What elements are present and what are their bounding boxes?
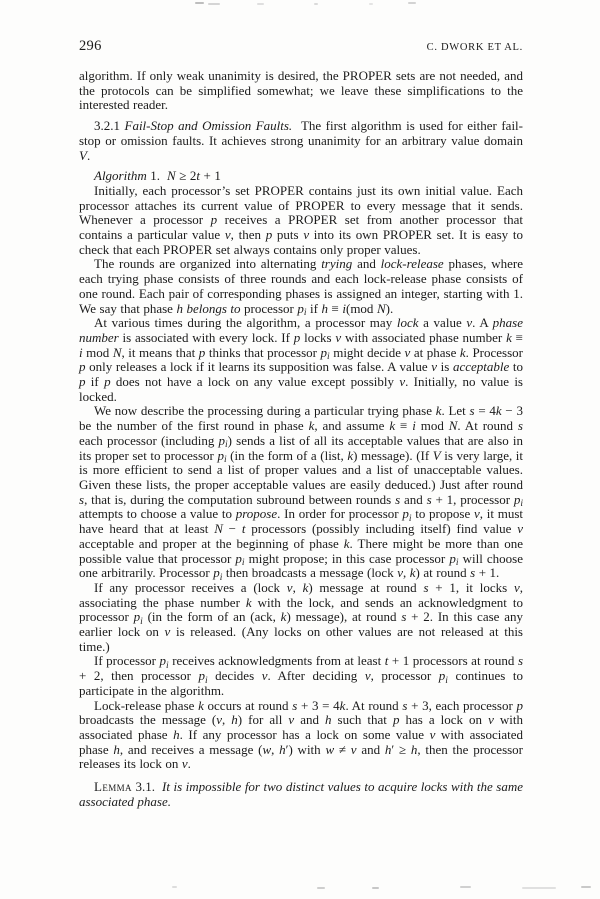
algorithm-1-heading: Algorithm 1. N ≥ 2t + 1 (94, 168, 221, 184)
scan-artifact-mark (195, 2, 204, 4)
scan-artifact-mark (581, 886, 591, 888)
scan-artifact-mark (314, 3, 318, 5)
scan-artifact-mark (408, 2, 416, 4)
scan-artifact-mark (460, 886, 471, 888)
scan-artifact-mark (369, 3, 373, 5)
scan-artifact-mark (317, 887, 325, 889)
article-body (79, 69, 523, 809)
paragraph-locks: At various times during the algorithm, a processor may lock a value v. A phase number is associated with every lock. If p locks v with associated phase number k ≡ i mod N, it means that p thinks that processor pi might decide v at phase k. Processor p only releases a lock if it learns its supposition was false. A value v is acceptable to p if p does not have a lock on any value except possibly v. Initially, no value is locked. (79, 315, 524, 404)
paragraph-lock-message: If any processor receives a (lock v, k) message at round s + 1, it locks v, associating the phase number k with the lock, and sends an acknowledgment to processor pi (in the form of an (ack, k) message), at round s + 2. In this case any earlier lock on v is released. (Any locks on other values are not released at this time.) (79, 579, 524, 654)
page-header (79, 38, 523, 55)
scan-artifact-mark (257, 3, 264, 5)
lemma-3-1: Lemma 3.1. It is impossible for two distinct values to acquire locks with the same associated phase. (79, 779, 523, 809)
scan-artifact-mark (372, 887, 379, 889)
running-head: C. DWORK ET AL. (426, 42, 523, 53)
section-heading-3-2-1: 3.2.1 Fail-Stop and Omission Faults. The first algorithm is used for either fail-stop or omission faults. It achieves strong unanimity for an arbitrary value domain V. (79, 118, 523, 163)
paragraph-trying-phase: We now describe the processing during a particular trying phase k. Let s = 4k − 3 be the number of the first round in phase k, and assume k ≡ i mod N. At round s each processor (including pi) sends a list of all its acceptable values that are also in its proper set to processor pi (in the form of a (list, k) message). (If V is very large, it is more efficient to send a list of proper values and a list of unacceptable values. Given these lists, the proper acceptable values are easily deduced.) Just after round s, that is, during the computation subround between rounds s and s + 1, processor pi attempts to choose a value to propose. In order for processor pi to propose v, it must have heard that at least N − t processors (possibly including itself) find value v acceptable and proper at the beginning of phase k. There might be more than one possible value that processor pi might propose; in this case processor pi will choose one arbitrarily. Processor pi then broadcasts a message (lock v, k) at round s + 1. (79, 403, 524, 583)
paragraph-decide: If processor pi receives acknowledgments from at least t + 1 processors at round s + 2, then processor pi decides v. After deciding v, processor pi continues to participate in the algorithm. (79, 653, 524, 698)
scan-artifact-mark (208, 3, 220, 5)
paragraph-rounds-phases: The rounds are organized into alternating trying and lock-release phases, where each trying phase consists of three rounds and each lock-release phase consists of one round. Each pair of corresponding phases is assigned an integer, starting with 1. We say that phase h belongs to processor pi if h ≡ i(mod N). (79, 256, 523, 319)
paragraph-continuation: algorithm. If only weak unanimity is desired, the PROPER sets are not needed, and the protocols can be simplified somewhat; we leave these simplifications to the interested reader. (79, 68, 523, 113)
paragraph-proper-sets: Initially, each processor’s set PROPER contains just its own initial value. Each processor attaches its current value of PROPER to every message that it sends. Whenever a processor p receives a PROPER set from another processor that contains a particular value v, then p puts v into its own PROPER set. It is easy to check that each PROPER set always contains only proper values. (79, 182, 523, 257)
page-number: 296 (79, 38, 102, 54)
scan-artifact-mark (172, 886, 177, 888)
scan-artifact-mark (522, 887, 556, 889)
paragraph-lock-release: Lock-release phase k occurs at round s + 3 = 4k. At round s + 3, each processor p broadcasts the message (v, h) for all v and h such that p has a lock on v with associated phase h. If any processor has a lock on some value v with associated phase h, and receives a message (w, h′) with w ≠ v and h′ ≥ h, then the processor releases its lock on v. (79, 697, 524, 772)
